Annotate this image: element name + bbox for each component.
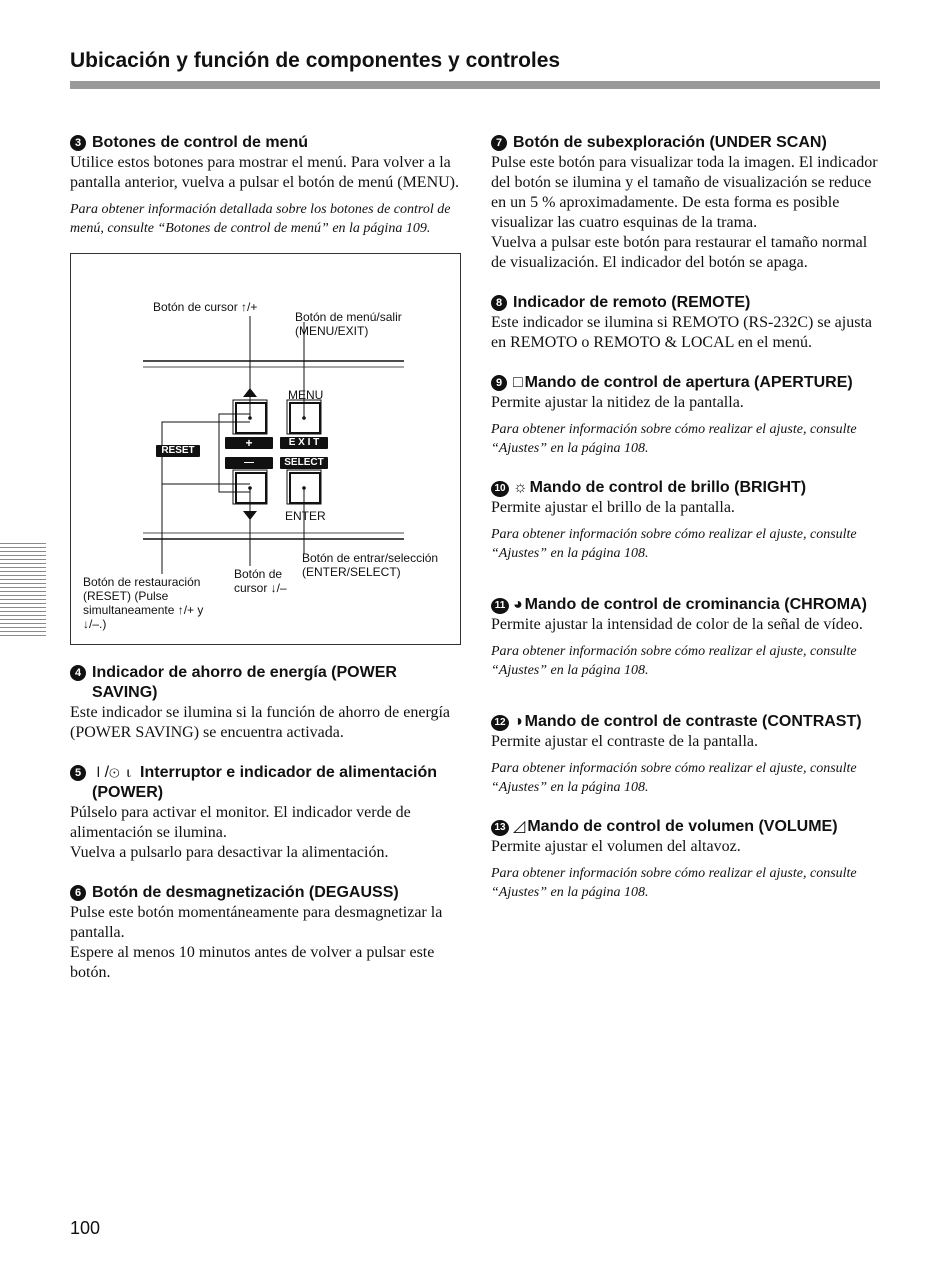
- label-cursor-up-button: Botón de cursor ↑/+: [153, 300, 258, 314]
- number-badge: 11: [491, 598, 509, 614]
- chip-reset: RESET: [156, 445, 200, 457]
- section-heading: 9 □ Mando de control de apertura (APERTURE): [491, 373, 883, 393]
- section-heading: 11 ◕ Mando de control de crominancia (CHROMA): [491, 595, 883, 615]
- section-menu-control-buttons: [70, 133, 460, 238]
- right-column: [491, 133, 883, 902]
- number-badge: 5: [70, 765, 86, 781]
- section-heading: 6 Botón de desmagnetización (DEGAUSS): [70, 883, 460, 903]
- section-power-switch: [70, 763, 460, 863]
- aperture-icon: □: [513, 374, 523, 391]
- label-cursor-down-button: Botón de cursor ↓/–: [234, 567, 287, 595]
- page-title: Ubicación y función de componentes y controles: [70, 49, 561, 72]
- power-symbol-icon: ⏽/⊙ ⍳: [92, 764, 134, 781]
- number-badge: 9: [491, 375, 507, 391]
- page-number: 100: [70, 1218, 101, 1238]
- section-heading: 12 ◑ Mando de control de contraste (CONTRAST): [491, 712, 883, 732]
- number-badge: 6: [70, 885, 86, 901]
- chip-minus: —: [225, 457, 273, 469]
- section-body: Permite ajustar la intensidad de color de la señal de vídeo.: [491, 616, 863, 633]
- number-badge: 8: [491, 295, 507, 311]
- section-body: Vuelva a pulsar este botón para restaurar el tamaño normal de visualización. El indicador del botón se apaga.: [491, 234, 868, 271]
- section-note: Para obtener información sobre cómo realizar el ajuste, consulte “Ajustes” en la página 108.: [491, 422, 857, 456]
- left-column: [70, 133, 460, 983]
- section-body: Vuelva a pulsarlo para desactivar la alimentación.: [70, 844, 389, 861]
- chip-exit: E X I T: [280, 437, 328, 449]
- section-body: Utilice estos botones para mostrar el menú. Para volver a la pantalla anterior, vuelva a pulsar el botón de menú (MENU).: [70, 154, 460, 191]
- chip-plus: +: [225, 437, 273, 449]
- number-badge: 10: [491, 481, 509, 497]
- section-volume-control: [491, 817, 883, 902]
- section-note: Para obtener información sobre cómo realizar el ajuste, consulte “Ajustes” en la página 108.: [491, 761, 857, 795]
- section-degauss-button: [70, 883, 460, 983]
- section-contrast-control: [491, 712, 883, 797]
- section-note: Para obtener información sobre cómo realizar el ajuste, consulte “Ajustes” en la página 108.: [491, 527, 857, 561]
- section-body: Este indicador se ilumina si REMOTO (RS-232C) se ajusta en REMOTO o REMOTO & LOCAL en el menú.: [491, 314, 872, 351]
- title-rule: [70, 81, 880, 89]
- section-bright-control: [491, 478, 883, 563]
- section-note: Para obtener información sobre cómo realizar el ajuste, consulte “Ajustes” en la página 108.: [491, 644, 857, 678]
- section-heading: 8 Indicador de remoto (REMOTE): [491, 293, 883, 313]
- section-power-saving-indicator: [70, 663, 460, 743]
- side-tab-marker: [0, 543, 46, 636]
- section-body: Pulse este botón para visualizar toda la imagen. El indicador del botón se ilumina y el tamaño de visualización se reduce en un 5 % aproximadamente. De esta forma es posible visualizar las cuatro esquinas de la trama.: [491, 154, 878, 231]
- section-note: Para obtener información sobre cómo realizar el ajuste, consulte “Ajustes” en la página 108.: [491, 866, 857, 900]
- label-enter-select-button: Botón de entrar/selección (ENTER/SELECT): [302, 551, 439, 579]
- label-reset-button: Botón de restauración (RESET) (Pulse simultaneamente ↑/+ y ↓/–.): [83, 575, 204, 631]
- section-body: Permite ajustar el brillo de la pantalla.: [491, 499, 735, 516]
- section-body: Permite ajustar la nitidez de la pantalla.: [491, 394, 744, 411]
- section-aperture-control: [491, 373, 883, 458]
- contrast-icon: ◑: [513, 713, 523, 730]
- volume-icon: ◿: [513, 818, 526, 835]
- section-body: Espere al menos 10 minutos antes de volver a pulsar este botón.: [70, 944, 435, 981]
- number-badge: 12: [491, 715, 509, 731]
- chroma-icon: ◕: [513, 596, 523, 613]
- label-menu: MENU: [288, 388, 324, 402]
- chip-select: SELECT: [280, 457, 328, 469]
- menu-buttons-diagram: [70, 253, 461, 645]
- section-chroma-control: [491, 595, 883, 680]
- label-enter: ENTER: [285, 509, 326, 523]
- section-remote-indicator: [491, 293, 883, 353]
- section-note: Para obtener información detallada sobre los botones de control de menú, consulte “Botones de control de menú” en la página 109.: [70, 202, 451, 236]
- section-heading: 4 Indicador de ahorro de energía (POWER SAVING): [70, 663, 460, 703]
- brightness-icon: ☼: [513, 479, 528, 496]
- section-heading: 3 Botones de control de menú: [70, 133, 460, 153]
- section-under-scan-button: [491, 133, 883, 273]
- number-badge: 13: [491, 820, 509, 836]
- section-heading: 10 ☼ Mando de control de brillo (BRIGHT): [491, 478, 883, 498]
- section-body: Permite ajustar el volumen del altavoz.: [491, 838, 741, 855]
- section-body: Permite ajustar el contraste de la pantalla.: [491, 733, 758, 750]
- section-heading: 7 Botón de subexploración (UNDER SCAN): [491, 133, 883, 153]
- section-heading: 5 ⏽/⊙ ⍳ Interruptor e indicador de alimentación (POWER): [70, 763, 460, 803]
- section-body: Pulse este botón momentáneamente para desmagnetizar la pantalla.: [70, 904, 443, 941]
- number-badge: 7: [491, 135, 507, 151]
- label-menu-exit-button: Botón de menú/salir (MENU/EXIT): [295, 310, 402, 338]
- section-heading: 13 ◿ Mando de control de volumen (VOLUME): [491, 817, 883, 837]
- number-badge: 4: [70, 665, 86, 681]
- section-body: Púlselo para activar el monitor. El indicador verde de alimentación se ilumina.: [70, 804, 411, 841]
- number-badge: 3: [70, 135, 86, 151]
- section-body: Este indicador se ilumina si la función de ahorro de energía (POWER SAVING) se encuentra activada.: [70, 704, 451, 741]
